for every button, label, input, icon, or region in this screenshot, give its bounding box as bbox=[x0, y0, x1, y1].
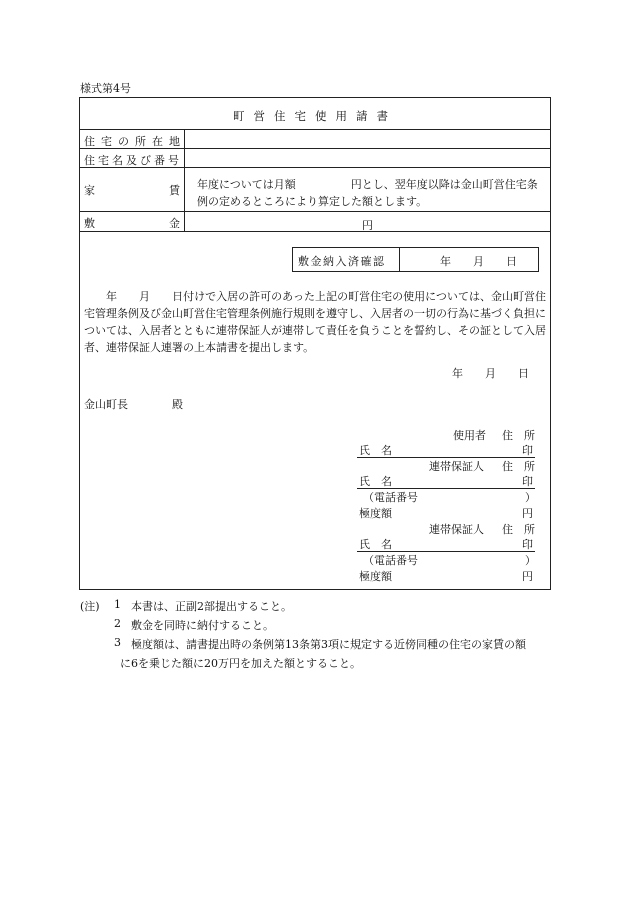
rent-description: 年度については月額 円とし、翌年度以降は金山町営住宅条例の定めるところにより算定した額とします。 bbox=[197, 178, 538, 208]
confirmation-divider bbox=[399, 248, 400, 271]
submission-date: 年 月 日 bbox=[452, 367, 529, 380]
guarantor2-address-line: 連帯保証人 住 所 bbox=[429, 523, 535, 536]
guarantor2-name-line: 氏 名 印 bbox=[359, 538, 533, 551]
guarantor1-phone-line: （電話番号 ） bbox=[363, 491, 536, 504]
declaration-text: 年 月 日付けで入居の許可のあった上記の町営住宅の使用については、金山町営住宅管理条例及び金山町営住宅管理条例施行規則を遵守し、入居者の一切の行為に基づく負担については、入居者とともに連帯保証人が連帯して責任を負うことを誓約し、その証として入居者、連帯保証人連署の上本請書を提出します。 bbox=[84, 290, 546, 354]
notes-prefix: (注) bbox=[80, 600, 100, 613]
guarantor2-limit-line: 極度額 円 bbox=[359, 570, 533, 583]
user-name-line: 氏 名 印 bbox=[359, 444, 533, 457]
note-text-continued: に6を乗じた額に20万円を加えた額とすること。 bbox=[120, 657, 361, 670]
note-number: 3 bbox=[114, 636, 121, 649]
guarantor1-limit-line: 極度額 円 bbox=[359, 507, 533, 520]
deposit-confirmation-label: 敷金納入済確認 bbox=[298, 255, 386, 268]
note-number: 1 bbox=[114, 598, 121, 611]
form-number: 様式第4号 bbox=[80, 82, 131, 95]
location-label: 住宅の所在地 bbox=[84, 135, 186, 148]
note-number: 2 bbox=[114, 617, 121, 630]
row-divider bbox=[80, 129, 550, 130]
confirmation-date: 年 月 日 bbox=[440, 255, 517, 268]
form-title: 町営住宅使用請書 bbox=[233, 109, 397, 123]
row-divider bbox=[80, 211, 550, 212]
note-text: 本書は、正副2部提出すること。 bbox=[131, 600, 292, 613]
note-text: 敷金を同時に納付すること。 bbox=[131, 619, 274, 632]
row-divider bbox=[80, 231, 550, 232]
user-address-line: 使用者 住 所 bbox=[453, 429, 535, 442]
guarantor2-phone-line: （電話番号 ） bbox=[363, 554, 536, 567]
note-text: 極度額は、請書提出時の条例第13条第3項に規定する近傍同種の住宅の家賃の額 bbox=[131, 638, 526, 651]
deposit-unit: 円 bbox=[362, 219, 373, 232]
addressee: 金山町長 殿 bbox=[84, 398, 183, 411]
usage-pledge-form bbox=[79, 97, 551, 590]
guarantor1-name-line: 氏 名 印 bbox=[359, 475, 533, 488]
deposit-label: 敷 金 bbox=[84, 217, 180, 230]
name-number-label: 住宅名及び番号 bbox=[84, 154, 182, 167]
guarantor1-address-line: 連帯保証人 住 所 bbox=[429, 460, 535, 473]
deposit-confirmation-box bbox=[292, 247, 539, 272]
rent-label: 家 賃 bbox=[84, 184, 180, 197]
